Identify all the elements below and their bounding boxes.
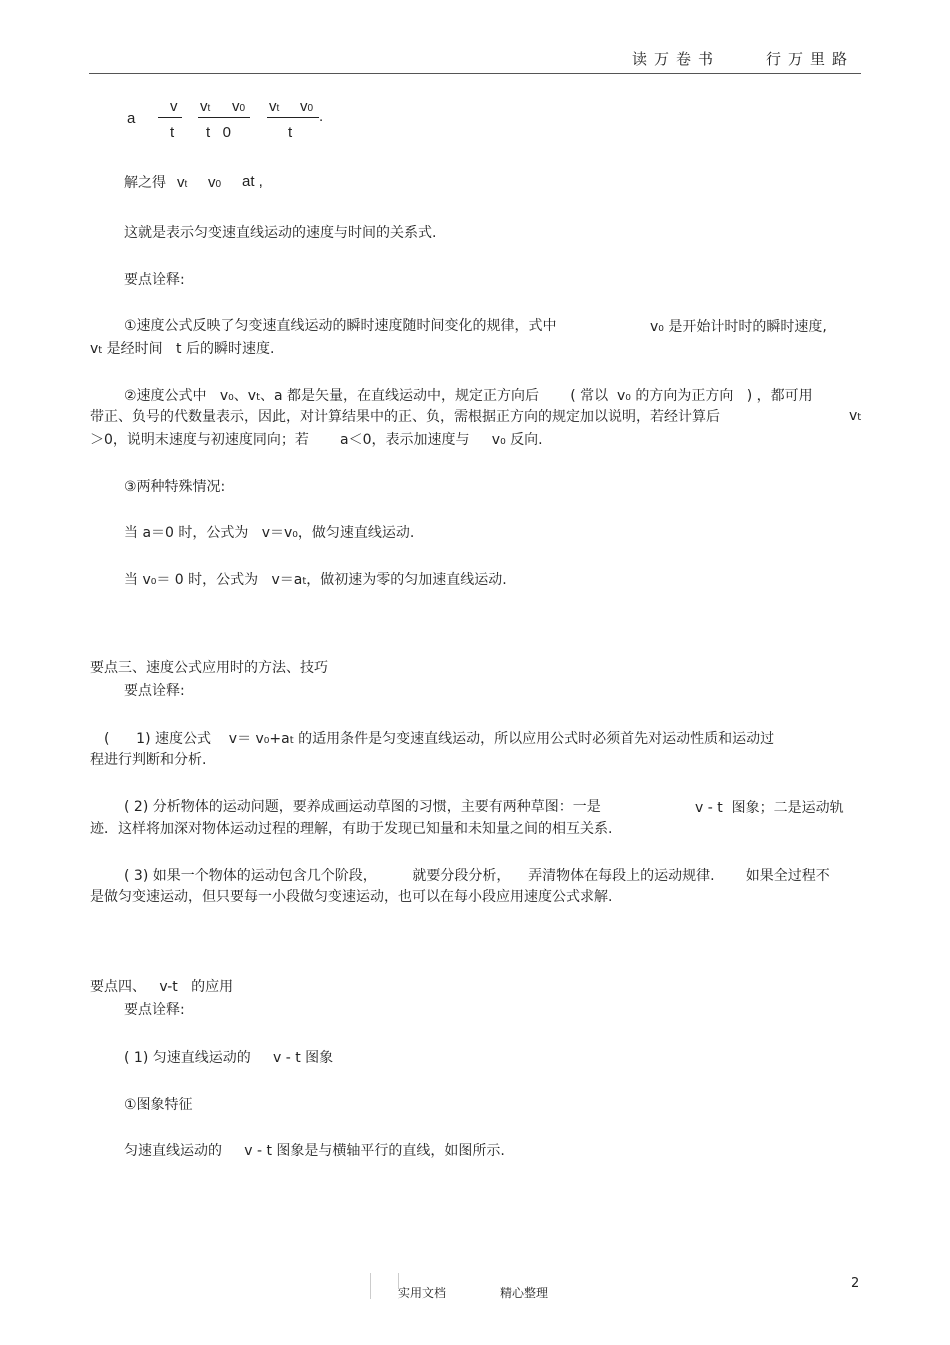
solve-at: at , (242, 173, 263, 190)
point3-case1: 当 a＝0 时，公式为 v＝v₀，做匀速直线运动. (124, 525, 415, 541)
point2-line1: ②速度公式中 v₀、vt、a 都是矢量，在直线运动中，规定正方向后 ( 常以 v₀ 的方向为正方向 ) ，都可用 (124, 388, 813, 404)
section3-item3-line2: 是做匀变速运动，但只要每一小段做匀变速运动，也可以在每小段应用速度公式求解. (90, 889, 613, 905)
header-rule (89, 73, 861, 74)
header-right: 行万里路 (766, 50, 855, 68)
point2-line2: 带正、负号的代数量表示，因此，对计算结果中的正、负，需根据正方向的规定加以说明，若经计算后 (90, 409, 720, 425)
frac2-bar (198, 117, 250, 118)
section3-item3-line1: ( 3) 如果一个物体的运动包含几个阶段， 就要分段分析， 弄清物体在每段上的运动规律. 如果全过程不 (124, 868, 830, 884)
key-points-label: 要点诠释: (124, 272, 185, 288)
point3-title: ③两种特殊情况: (124, 479, 226, 495)
solve-vt: vt (177, 174, 188, 191)
section4-key-label: 要点诠释: (124, 1002, 185, 1018)
footer-left: 实用文档 (398, 1286, 447, 1300)
frac3-bar (267, 117, 319, 118)
frac2-num-v0: v0 (232, 98, 246, 115)
footer-right: 精心整理 (500, 1286, 549, 1300)
section4-title: 要点四、 v-t 的应用 (90, 979, 234, 995)
point1-line1-left: ①速度公式反映了匀变速直线运动的瞬时速度随时间变化的规律，式中 (124, 318, 557, 334)
frac1-num: v (170, 98, 178, 115)
page-number: 2 (851, 1276, 860, 1291)
solve-prefix: 解之得 (124, 175, 166, 191)
frac3-num-vt: vt (269, 98, 280, 115)
section4-feature-text: 匀速直线运动的 v - t 图象是与横轴平行的直线，如图所示. (124, 1143, 505, 1159)
paragraph-relation: 这就是表示匀变速直线运动的速度与时间的关系式. (124, 225, 437, 241)
point2-line3: ＞0，说明末速度与初速度同向；若 a＜0，表示加速度与 v₀ 反向. (90, 432, 543, 448)
section3-item2-line1-right: v - t 图象；二是运动轨 (695, 800, 844, 816)
section3-item2-line2: 迹．这样将加深对物体运动过程的理解，有助于发现已知量和未知量之间的相互关系. (90, 821, 613, 837)
header-left: 读万卷书 (632, 50, 721, 68)
frac1-den: t (170, 124, 175, 141)
section3-title: 要点三、速度公式应用时的方法、技巧 (90, 660, 328, 676)
section3-item2-line1: ( 2) 分析物体的运动问题，要养成画运动草图的习惯，主要有两种草图：一是 (124, 799, 601, 815)
formula-a: a (127, 110, 136, 127)
point2-line2-vt: vt (849, 408, 862, 424)
section4-feature-title: ①图象特征 (124, 1097, 193, 1113)
frac1-bar (158, 117, 182, 118)
section3-key-label: 要点诠释: (124, 683, 185, 699)
point3-case2: 当 v₀＝ 0 时，公式为 v＝at，做初速为零的匀加速直线运动. (124, 572, 507, 588)
section3-item1-line2: 程进行判断和分析. (90, 752, 207, 768)
point1-line2: vt 是经时间 t 后的瞬时速度. (90, 341, 275, 357)
point1-line1-right: v₀ 是开始计时时的瞬时速度, (650, 319, 827, 335)
frac2-den: t 0 (206, 124, 232, 141)
frac2-num-vt: vt (200, 98, 211, 115)
footer-divider (370, 1273, 371, 1299)
section3-item1-line1: ( 1) 速度公式 v＝ v₀+at 的适用条件是匀变速直线运动，所以应用公式时必须首先对运动性质和运动过 (104, 731, 775, 747)
frac3-den: t (288, 124, 293, 141)
section4-item1: ( 1) 匀速直线运动的 v - t 图象 (124, 1050, 334, 1066)
solve-v0: v0 (208, 174, 222, 191)
frac3-num-v0: v0 (300, 98, 314, 115)
formula-end: . (319, 108, 324, 125)
